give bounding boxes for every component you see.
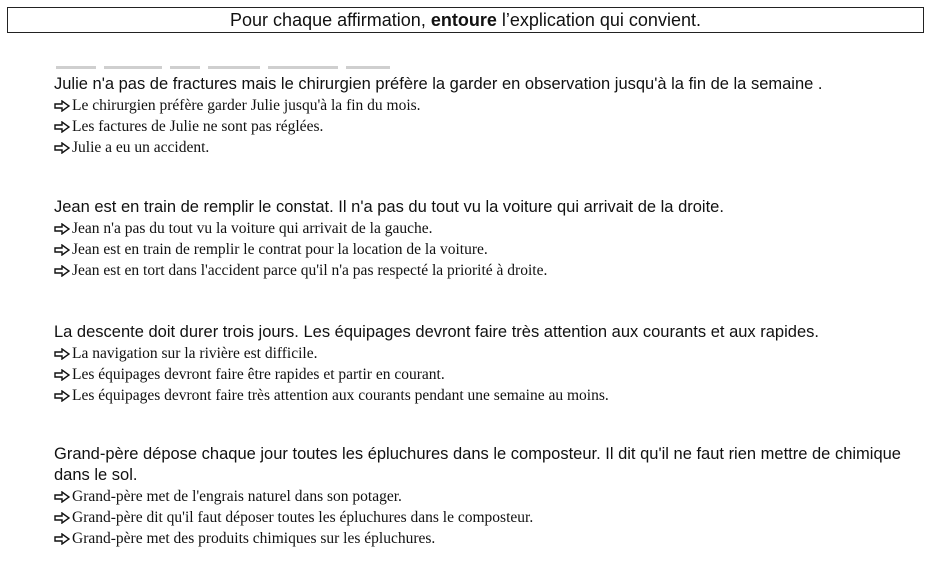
option-text: Grand-père met de l'engrais naturel dans son potager. [72,488,402,505]
option-text: Jean est en tort dans l'accident parce qu'il n'a pas respecté la priorité à droite. [72,262,548,279]
outline-right-arrow-icon [54,265,70,277]
option-text: La navigation sur la rivière est difficile. [72,345,318,362]
option-choice[interactable] [54,239,924,260]
instruction-text-bold: entoure [430,10,497,30]
option-text: Le chirurgien préfère garder Julie jusqu'à la fin du mois. [72,97,421,114]
outline-right-arrow-icon [54,223,70,235]
option-text: Grand-père met des produits chimiques sur les épluchures. [72,530,436,547]
outline-right-arrow-icon [54,390,70,402]
faded-residue-line [56,64,416,70]
statement-text: Julie n'a pas de fractures mais le chirurgien préfère la garder en observation jusqu'à la fin de la semaine . [54,75,823,93]
outline-right-arrow-icon [54,100,70,112]
options-list [54,95,924,158]
options-list [54,218,924,281]
statement-text: Grand-père dépose chaque jour toutes les épluchures dans le composteur. Il dit qu'il ne faut rien mettre de chimique dans le sol. [54,445,901,484]
option-text: Jean est en train de remplir le contrat pour la location de la voiture. [72,241,488,258]
instruction-box [7,7,924,33]
outline-right-arrow-icon [54,512,70,524]
option-choice[interactable] [54,260,924,281]
option-choice[interactable] [54,137,924,158]
statement-text: La descente doit durer trois jours. Les équipages devront faire très attention aux courants et aux rapides. [54,323,819,341]
option-choice[interactable] [54,385,924,406]
option-choice[interactable] [54,528,924,549]
instruction-text-end: l’explication qui convient. [496,10,701,30]
option-text: Les équipages devront faire très attention aux courants pendant une semaine au moins. [72,387,609,404]
exercise-item-3 [54,322,924,406]
option-choice[interactable] [54,507,924,528]
option-text: Grand-père dit qu'il faut déposer toutes les épluchures dans le composteur. [72,509,534,526]
option-text: Jean n'a pas du tout vu la voiture qui arrivait de la gauche. [72,220,433,237]
option-choice[interactable] [54,343,924,364]
outline-right-arrow-icon [54,348,70,360]
outline-right-arrow-icon [54,121,70,133]
options-list [54,343,924,406]
option-choice[interactable] [54,218,924,239]
statement-text: Jean est en train de remplir le constat. Il n'a pas du tout vu la voiture qui arrivait de la droite. [54,198,724,216]
exercise-item-2 [54,197,924,281]
outline-right-arrow-icon [54,369,70,381]
options-list [54,486,924,549]
exercise-item-4 [54,444,924,549]
option-choice[interactable] [54,116,924,137]
outline-right-arrow-icon [54,142,70,154]
option-text: Les factures de Julie ne sont pas réglées. [72,118,324,135]
option-text: Julie a eu un accident. [72,139,210,156]
instruction-text-start: Pour chaque affirmation, [230,10,431,30]
exercise-item-1 [54,74,924,158]
option-choice[interactable] [54,364,924,385]
option-choice[interactable] [54,486,924,507]
option-text: Les équipages devront faire être rapides et partir en courant. [72,366,445,383]
outline-right-arrow-icon [54,491,70,503]
outline-right-arrow-icon [54,244,70,256]
outline-right-arrow-icon [54,533,70,545]
option-choice[interactable] [54,95,924,116]
